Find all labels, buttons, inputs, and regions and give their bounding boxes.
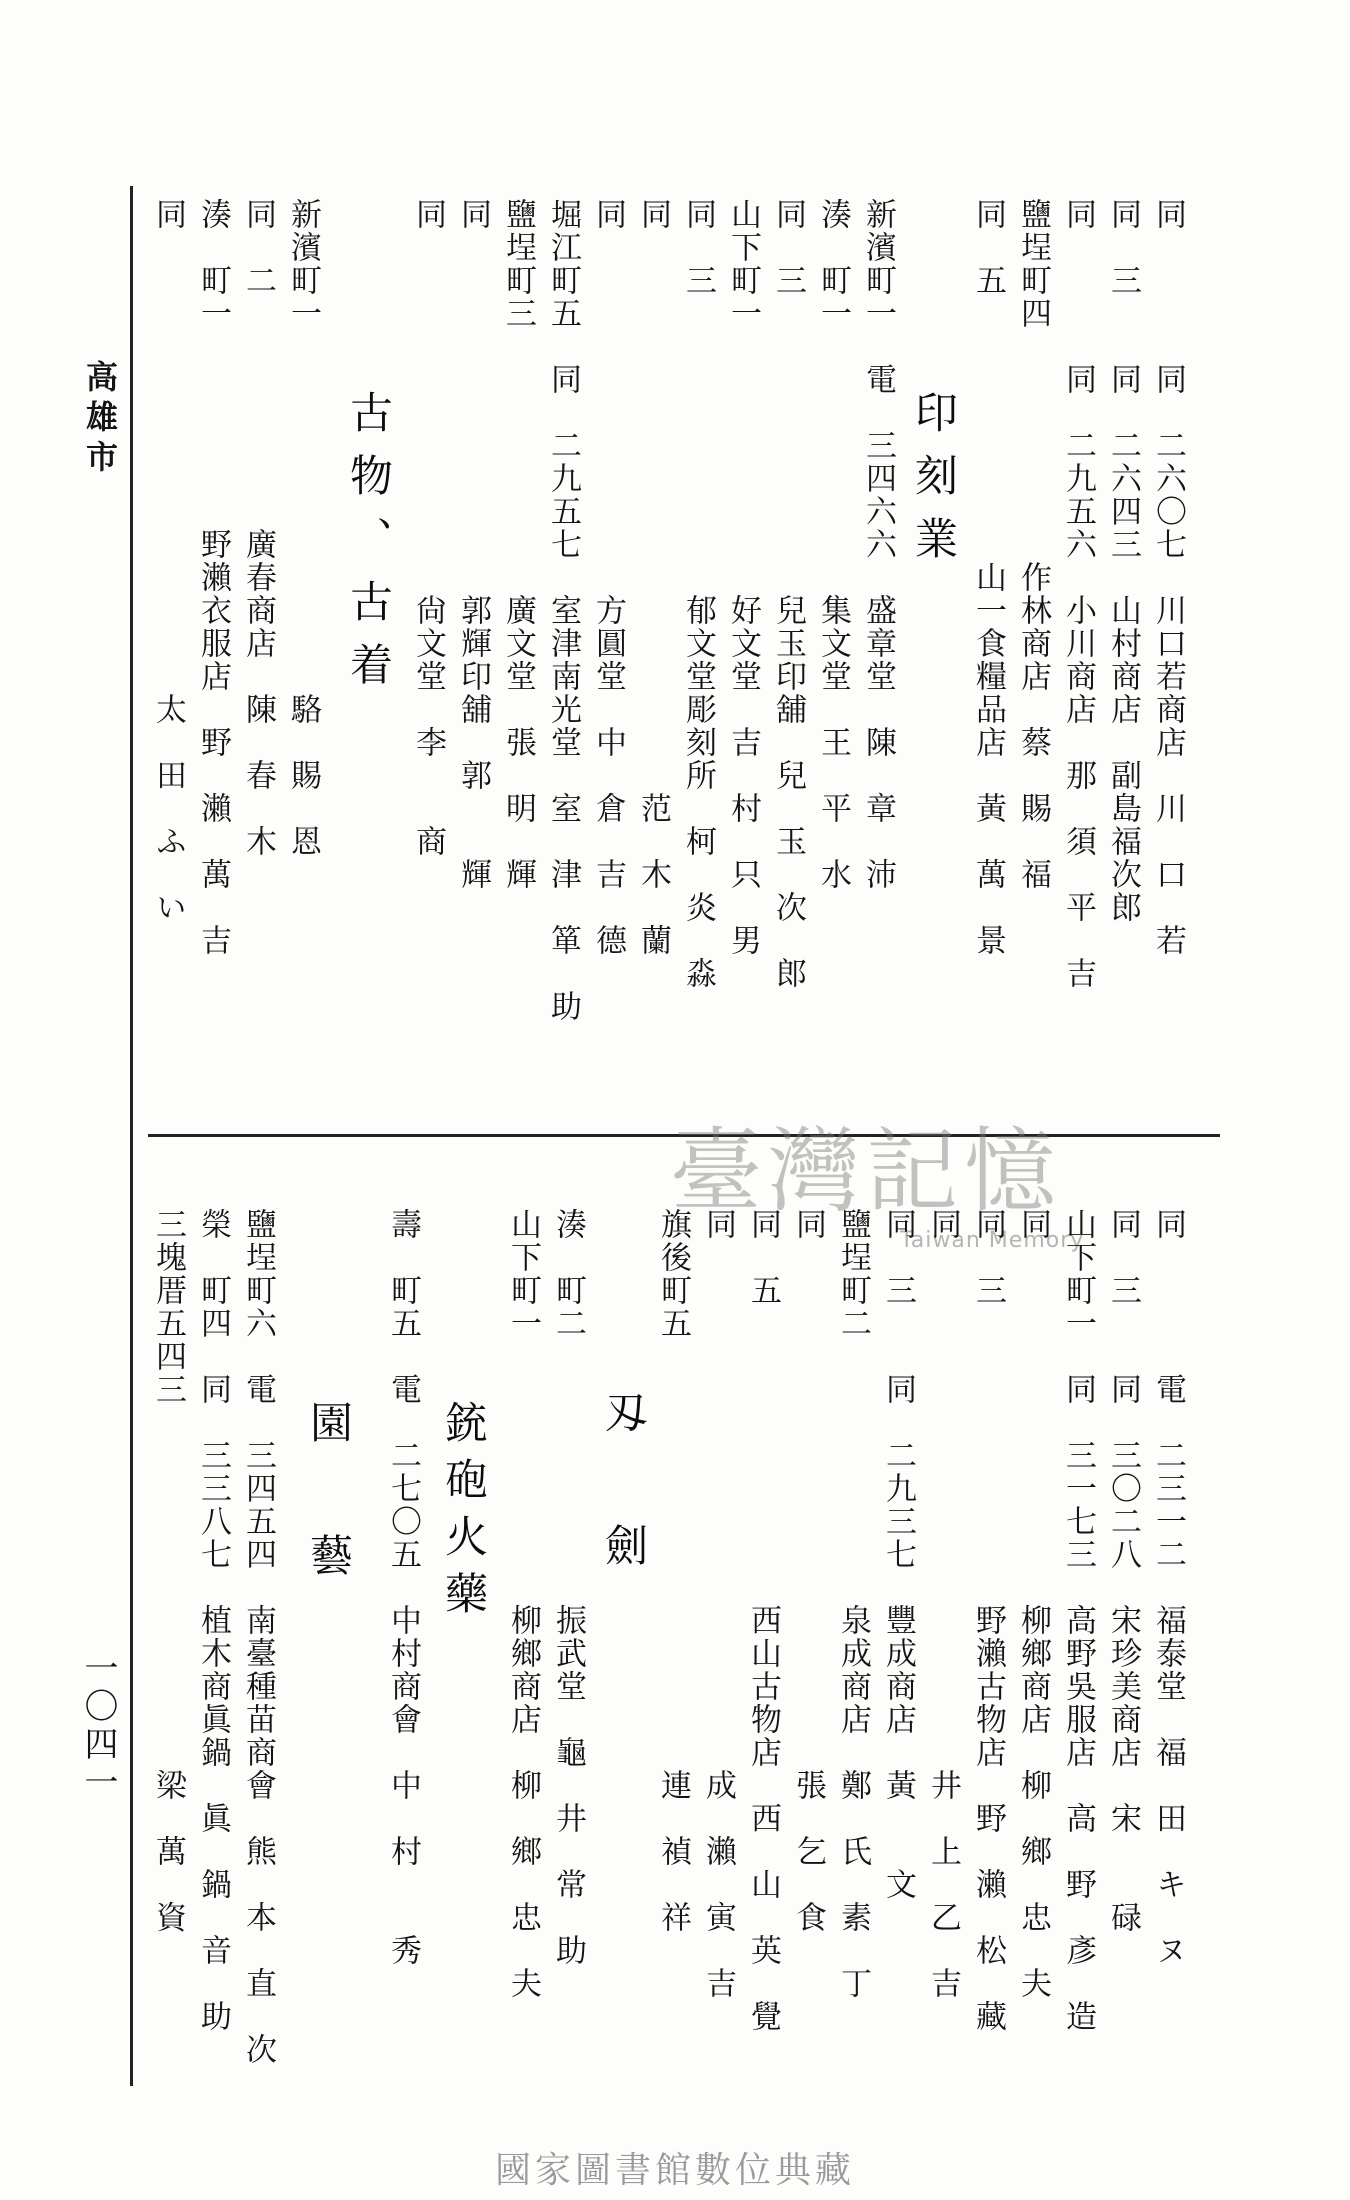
listing-entry: 堀江町五 同 二九五七 室津南光堂 室 津 箪 助 — [545, 198, 581, 1023]
listing-entry: 同 三 兒玉印舖 兒 玉 次 郎 — [770, 198, 806, 990]
page-divider-vertical — [130, 186, 133, 2086]
category-heading: 古物、古着 — [343, 390, 393, 705]
listing-entry: 同 電 二三一二 福泰堂 福 田 キ ヌ — [1150, 1208, 1186, 1967]
category-heading: 印刻業 — [908, 390, 958, 579]
listing-entry: 同 范 木 蘭 — [635, 198, 671, 957]
watermark-text: 臺灣記憶 — [670, 1118, 1063, 1225]
listing-entry: 同 同 二九五六 小川商店 那 須 平 吉 — [1060, 198, 1096, 990]
listing-entry: 湊 町一 野瀨衣服店 野 瀨 萬 吉 — [195, 198, 231, 957]
category-heading: 園藝 — [303, 1400, 353, 1666]
footer-credit: 國家圖書館數位典藏 — [494, 2150, 855, 2191]
listing-entry: 湊 町一 集文堂 王 平 水 — [815, 198, 851, 891]
listing-entry: 同 井 上 乙 吉 — [925, 1208, 961, 2000]
listing-entry: 榮 町四 同 三三八七 植木商眞鍋 眞 鍋 音 助 — [195, 1208, 231, 2033]
listing-entry: 同 三 同 二六四三 山村商店 副島福次郎 — [1105, 198, 1141, 924]
category-heading: 銃砲火藥 — [438, 1400, 488, 1628]
listing-entry: 同 方圓堂 中 倉 吉 德 — [590, 198, 626, 957]
listing-entry: 同 五 山一食糧品店 黃 萬 景 — [970, 198, 1006, 957]
listing-entry: 鹽埕町六 電 三四五四 南臺種苗商會 熊 本 直 次 — [240, 1208, 276, 2066]
listing-entry: 新濱町一 電 三四六六 盛章堂 陳 章 沛 — [860, 198, 896, 891]
listing-entry: 同 成 瀨 寅 吉 — [700, 1208, 736, 2000]
city-title: 高雄市 — [81, 360, 119, 480]
watermark-subtext: Taiwan Memory — [900, 1228, 1085, 1253]
listing-entry: 鹽埕町三 廣文堂 張 明 輝 — [500, 198, 536, 891]
listing-entry: 同 太 田 ふ い — [150, 198, 186, 924]
listing-entry: 同 三 野瀨古物店 野 瀨 松 藏 — [970, 1208, 1006, 2033]
listing-entry: 同 張 乞 食 — [790, 1208, 826, 1934]
listing-entry: 鹽埕町二 泉成商店 鄭 氏 素 丁 — [835, 1208, 871, 2000]
listing-entry: 同 郭輝印舖 郭 輝 — [455, 198, 491, 891]
listing-entry: 山下町一 好文堂 吉 村 只 男 — [725, 198, 761, 957]
listing-entry: 湊 町二 振武堂 龜 井 常 助 — [550, 1208, 586, 1967]
listing-entry: 新濱町一 駱 賜 恩 — [285, 198, 321, 858]
listing-entry: 同 五 西山古物店 西 山 英 覺 — [745, 1208, 781, 2033]
page-number: 一〇四一 — [78, 1650, 118, 1802]
listing-entry: 同 三 同 三〇二八 宋珍美商店 宋 碌 — [1105, 1208, 1141, 1934]
listing-entry: 同 三 郁文堂彫刻所 柯 炎 淼 — [680, 198, 716, 990]
listing-entry: 同 三 同 二九三七 豐成商店 黃 文 — [880, 1208, 916, 1901]
category-heading: 刄劍 — [598, 1390, 648, 1656]
listing-entry: 旗後町五 連 禎 祥 — [655, 1208, 691, 1934]
listing-entry: 同 二 廣春商店 陳 春 木 — [240, 198, 276, 858]
listing-entry: 山下町一 柳鄉商店 柳 鄉 忠 夫 — [505, 1208, 541, 2000]
listing-entry: 同 同 二六〇七 川口若商店 川 口 若 — [1150, 198, 1186, 957]
listing-entry: 三塊厝五四三 梁 萬 資 — [150, 1208, 186, 1934]
listing-entry: 山下町一 同 三一七三 高野吳服店 高 野 彥 造 — [1060, 1208, 1096, 2033]
listing-entry: 壽 町五 電 二七〇五 中村商會 中 村 秀 — [385, 1208, 421, 1967]
listing-entry: 同 柳鄉商店 柳 鄉 忠 夫 — [1015, 1208, 1051, 2000]
listing-entry: 鹽埕町四 作林商店 蔡 賜 福 — [1015, 198, 1051, 891]
listing-entry: 同 尙文堂 李 商 — [410, 198, 446, 858]
